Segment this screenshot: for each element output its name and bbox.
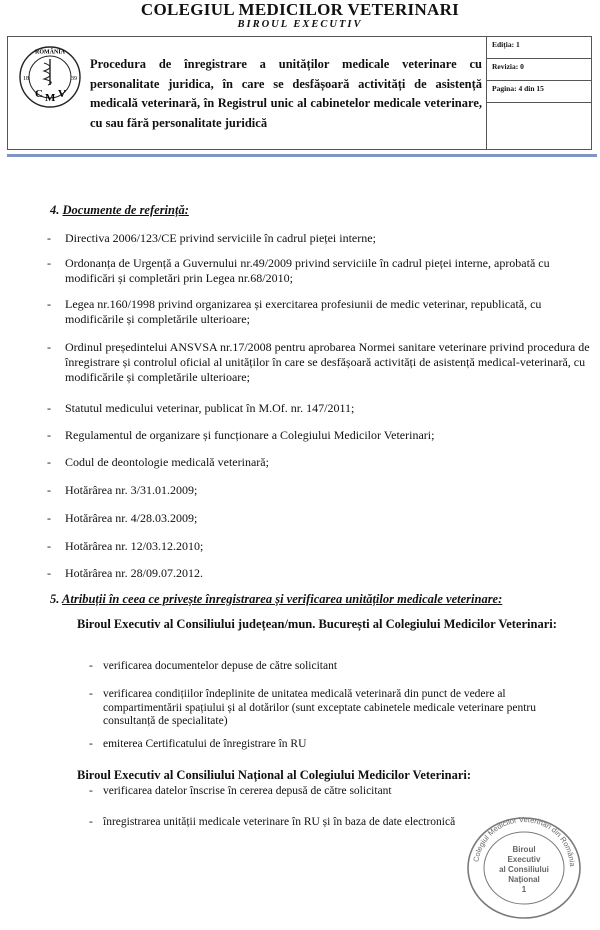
section-4-title: Documente de referință:: [62, 203, 189, 217]
reference-item: - Statutul medicului veterinar, publicat în M.Of. nr. 147/2011;: [47, 401, 355, 415]
reference-item: - Legea nr.160/1998 privind organizarea și exercitarea profesiunii de medic veterinar, republicată, cu modificările și completările ulterioare;: [47, 297, 542, 326]
stamp-line: 1: [521, 885, 527, 894]
reference-item: - Hotărârea nr. 12/03.12.2010;: [47, 539, 204, 553]
section-4-heading: [50, 203, 189, 218]
stamp-line: Național: [508, 875, 540, 884]
official-stamp: [462, 810, 586, 920]
procedure-title: Procedura de înregistrare a unităților medicale veterinare cu personalitate juridica, în care se desfășoară activități de asistență medicală veterinară, în Registrul unic al cabinetelor medicale veterinare, cu sau fără personalitate juridică: [90, 57, 482, 130]
reference-item: - Codul de deontologie medicală veterinară;: [47, 455, 269, 469]
cmv-logo: [18, 45, 82, 109]
block-2-heading: Biroul Executiv al Consiliului Național al Colegiului Medicilor Veterinari:: [77, 768, 472, 782]
stamp-ring-text: Colegiul Medicilor Veterinari din România: [471, 814, 578, 867]
page-number: Pagina: 4 din 15: [487, 81, 592, 103]
stamp-line: al Consiliului: [499, 865, 549, 874]
reference-item: - Regulamentul de organizare și funcționare a Colegiului Medicilor Veterinari;: [47, 428, 435, 442]
reference-item: - Hotărârea nr. 3/31.01.2009;: [47, 483, 198, 497]
block-1-heading: Biroul Executiv al Consiliului județean/mun. București al Colegiului Medicilor Veterinari:: [77, 617, 557, 631]
stamp-line: Biroul: [512, 845, 536, 854]
document-meta: [486, 37, 592, 149]
edition-label: Ediția: 1: [487, 37, 592, 59]
duty-item: - verificarea condițiilor îndeplinite de unitatea medicală veterinară din punct de vedere al compartimentării spațiului și al dotărilor (sunt exceptate cabinetele medicale veterinare pentru consultanță de specialitate): [89, 688, 536, 727]
logo-country: ROMÂNIA: [35, 49, 65, 56]
logo-letter-c: C: [35, 88, 43, 100]
stamp-line: Executiv: [507, 855, 541, 864]
reference-item: - Directiva 2006/123/CE privind serviciile în cadrul pieței interne;: [47, 231, 376, 245]
logo-year-left: 18: [23, 76, 29, 82]
section-5-heading: [50, 592, 502, 607]
section-5-title: Atribuții în ceea ce privește înregistrarea și verificarea unităților medicale veterinare:: [62, 592, 503, 606]
logo-letter-m: M: [45, 92, 56, 104]
logo-letter-v: V: [58, 88, 66, 100]
duty-item: - emiterea Certificatului de înregistrare în RU: [89, 738, 307, 750]
section-4-number: 4.: [50, 203, 60, 217]
duty-item: - înregistrarea unității medicale veterinare în RU și în baza de date electronică: [89, 816, 456, 828]
reference-item: - Hotărârea nr. 4/28.03.2009;: [47, 511, 198, 525]
revision-label: Revizia: 0: [487, 59, 592, 81]
duty-item: - verificarea datelor înscrise în cererea depusă de către solicitant: [89, 785, 392, 797]
duty-item: - verificarea documentelor depuse de către solicitant: [89, 660, 338, 672]
org-subtitle: BIROUL EXECUTIV: [237, 19, 363, 30]
section-5-number: 5.: [50, 592, 60, 606]
header-divider: [7, 154, 597, 157]
logo-year-right: 39: [71, 76, 77, 82]
reference-item: - Ordonanța de Urgență a Guvernului nr.49/2009 privind serviciile în cadrul pieței interne, aprobată cu modificări și completări prin Legea nr.68/2010;: [47, 256, 550, 285]
document-header: [7, 36, 592, 150]
reference-item: - Ordinul președintelui ANSVSA nr.17/2008 pentru aprobarea Normei sanitare veterinare privind procedura de înregistrare și controlul oficial al unităților în care se desfășoară activități de asistență medical-veterinară, cu modificările și completările ulterioare;: [47, 340, 590, 384]
reference-item: - Hotărârea nr. 28/09.07.2012.: [47, 566, 203, 580]
org-title: COLEGIUL MEDICILOR VETERINARI: [140, 0, 460, 19]
